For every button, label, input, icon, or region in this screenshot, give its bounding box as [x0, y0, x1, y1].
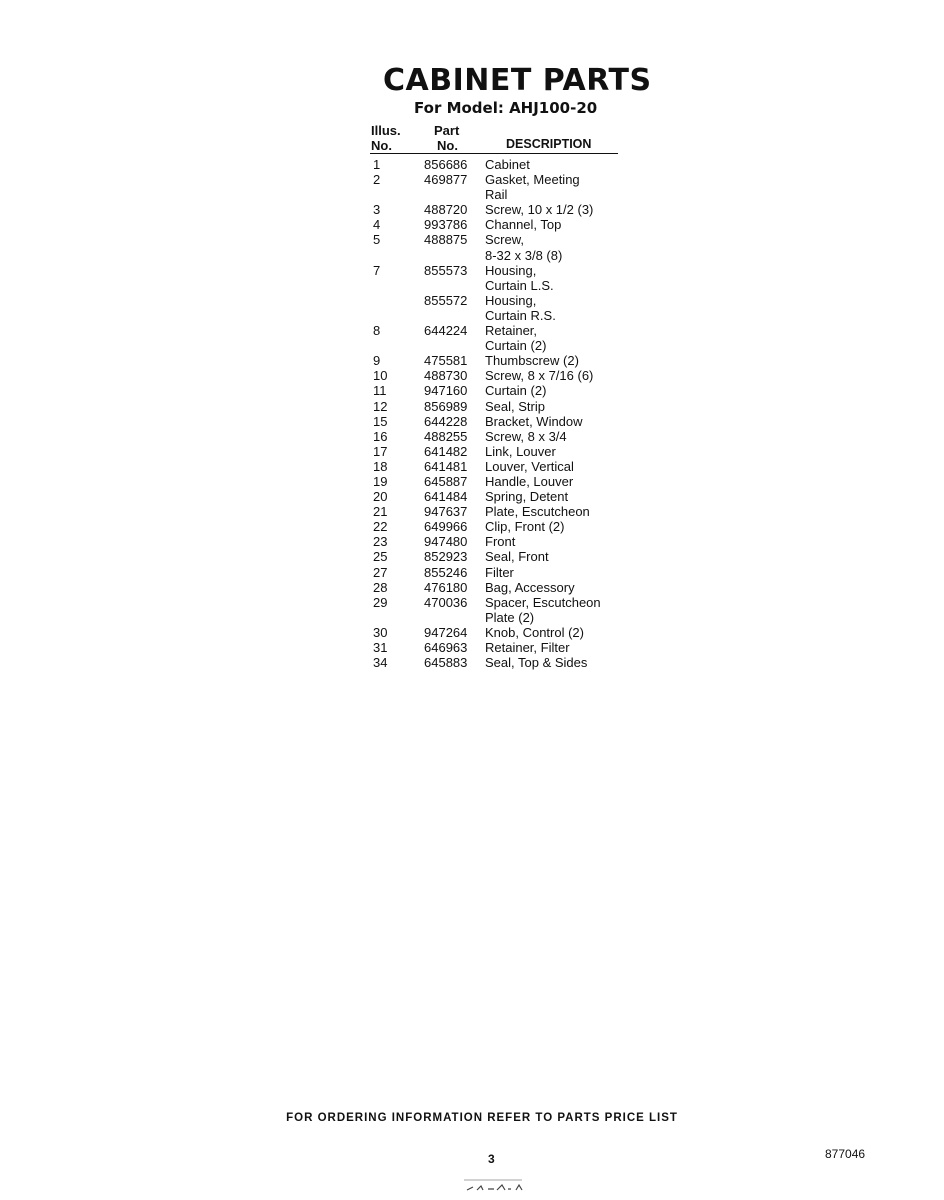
part-description: Louver, Vertical [485, 458, 574, 474]
part-description: Curtain (2) [485, 383, 547, 399]
part-description: Screw, 10 x 1/2 (3) [485, 202, 594, 218]
part-number: 855572 [424, 292, 468, 308]
illus-number: 18 [373, 458, 388, 474]
part-number: 470036 [424, 594, 468, 610]
part-row [370, 383, 630, 398]
part-row [370, 172, 630, 202]
illus-number: 9 [373, 353, 381, 369]
part-number: 855246 [424, 564, 468, 580]
part-description: Gasket, Meeting [485, 172, 580, 188]
part-row [370, 232, 630, 262]
illus-number: 11 [373, 383, 387, 399]
part-number: 488875 [424, 232, 468, 248]
part-number: 947160 [424, 383, 468, 399]
part-row [370, 565, 630, 580]
part-description: Rail [485, 187, 508, 203]
part-description: Retainer, [485, 323, 538, 339]
document-number: 877046 [825, 1147, 866, 1161]
part-number: 855573 [424, 262, 468, 278]
part-number: 645883 [424, 655, 468, 671]
part-description: Housing, [485, 262, 537, 278]
part-description: Spacer, Escutcheon [485, 594, 601, 610]
parts-list [370, 157, 630, 670]
illus-number: 5 [373, 232, 381, 248]
part-description: Curtain R.S. [485, 307, 556, 323]
part-description: Plate (2) [485, 609, 535, 625]
illus-number: 23 [373, 534, 388, 550]
part-number: 644228 [424, 413, 468, 429]
part-description: Cabinet [485, 157, 530, 172]
col-part-label-1: Part [434, 123, 460, 138]
part-number: 856989 [424, 398, 468, 414]
part-number: 645887 [424, 473, 468, 489]
part-row [370, 504, 630, 519]
header-rule [370, 153, 618, 154]
part-row [370, 293, 630, 323]
part-description: Bag, Accessory [485, 579, 575, 595]
part-description: Curtain (2) [485, 338, 547, 354]
part-number: 475581 [424, 353, 468, 369]
part-number: 641481 [424, 458, 468, 474]
part-number: 476180 [424, 579, 468, 595]
illus-number: 2 [373, 172, 381, 188]
part-description: Seal, Top & Sides [485, 655, 588, 671]
part-number: 947264 [424, 624, 468, 640]
part-row [370, 368, 630, 383]
part-row [370, 534, 630, 549]
part-row [370, 444, 630, 459]
ordering-note: FOR ORDERING INFORMATION REFER TO PARTS PRICE LIST [286, 1112, 678, 1124]
part-description: Front [485, 534, 516, 550]
part-row [370, 580, 630, 595]
part-description: Handle, Louver [485, 473, 574, 489]
part-number: 644224 [424, 323, 468, 339]
part-description: Bracket, Window [485, 413, 583, 429]
illus-number: 29 [373, 594, 388, 610]
illus-number: 15 [373, 413, 388, 429]
illus-number: 25 [373, 549, 388, 565]
part-row [370, 519, 630, 534]
part-description: Spring, Detent [485, 489, 569, 505]
part-row [370, 640, 630, 655]
illus-number: 8 [373, 323, 381, 339]
part-row [370, 459, 630, 474]
part-number: 649966 [424, 519, 468, 535]
part-description: Clip, Front (2) [485, 519, 565, 535]
illus-number: 3 [373, 202, 381, 218]
part-description: 8-32 x 3/8 (8) [485, 247, 563, 263]
part-row [370, 263, 630, 293]
part-description: Seal, Front [485, 549, 549, 565]
part-number: 852923 [424, 549, 468, 565]
illus-number: 4 [373, 217, 381, 233]
part-row [370, 353, 630, 368]
part-description: Knob, Control (2) [485, 624, 584, 640]
part-row [370, 323, 630, 353]
illus-number: 22 [373, 519, 388, 535]
illus-number: 16 [373, 428, 388, 444]
part-row [370, 655, 630, 670]
scan-smudge [462, 1178, 540, 1194]
part-number: 641482 [424, 443, 468, 459]
part-number: 947637 [424, 504, 468, 520]
part-number: 641484 [424, 489, 468, 505]
part-description: Retainer, Filter [485, 640, 570, 655]
part-number: 646963 [424, 640, 468, 655]
part-description: Screw, [485, 232, 525, 248]
part-description: Thumbscrew (2) [485, 353, 579, 369]
part-number: 993786 [424, 217, 468, 233]
part-description: Plate, Escutcheon [485, 504, 590, 520]
part-number: 856686 [424, 157, 468, 172]
part-number: 488720 [424, 202, 468, 218]
part-description: Housing, [485, 292, 537, 308]
illus-number: 10 [373, 368, 388, 384]
part-number: 488730 [424, 368, 468, 384]
illus-number: 28 [373, 579, 388, 595]
illus-number: 1 [373, 157, 381, 172]
illus-number: 27 [373, 564, 388, 580]
part-row [370, 474, 630, 489]
part-row [370, 414, 630, 429]
page-title: CABINET PARTS [383, 63, 652, 98]
part-number: 947480 [424, 534, 468, 550]
part-description: Screw, 8 x 3/4 [485, 428, 567, 444]
part-description: Link, Louver [485, 443, 556, 459]
part-row [370, 429, 630, 444]
illus-number: 17 [373, 443, 388, 459]
part-description: Filter [485, 564, 514, 580]
illus-number: 20 [373, 489, 388, 505]
part-description: Seal, Strip [485, 398, 545, 414]
illus-number: 7 [373, 262, 381, 278]
illus-number: 30 [373, 624, 388, 640]
col-illus-label-1: Illus. [371, 123, 401, 138]
part-row [370, 217, 630, 232]
part-row [370, 399, 630, 414]
illus-number: 19 [373, 473, 388, 489]
illus-number: 34 [373, 655, 388, 671]
part-description: Curtain L.S. [485, 277, 554, 293]
part-number: 469877 [424, 172, 468, 188]
part-description: Screw, 8 x 7/16 (6) [485, 368, 594, 384]
part-row [370, 595, 630, 625]
part-description: Channel, Top [485, 217, 562, 233]
part-number: 488255 [424, 428, 468, 444]
part-row [370, 625, 630, 640]
model-subtitle: For Model: AHJ100-20 [414, 99, 598, 117]
illus-number: 31 [373, 640, 388, 655]
part-row [370, 202, 630, 217]
col-part-label-2: No. [437, 138, 458, 153]
page-number: 3 [488, 1152, 495, 1166]
part-row [370, 489, 630, 504]
part-row [370, 549, 630, 564]
col-illus-label-2: No. [371, 138, 392, 153]
illus-number: 21 [373, 504, 388, 520]
col-description-label: DESCRIPTION [506, 137, 592, 151]
part-row [370, 157, 630, 172]
illus-number: 12 [373, 398, 388, 414]
